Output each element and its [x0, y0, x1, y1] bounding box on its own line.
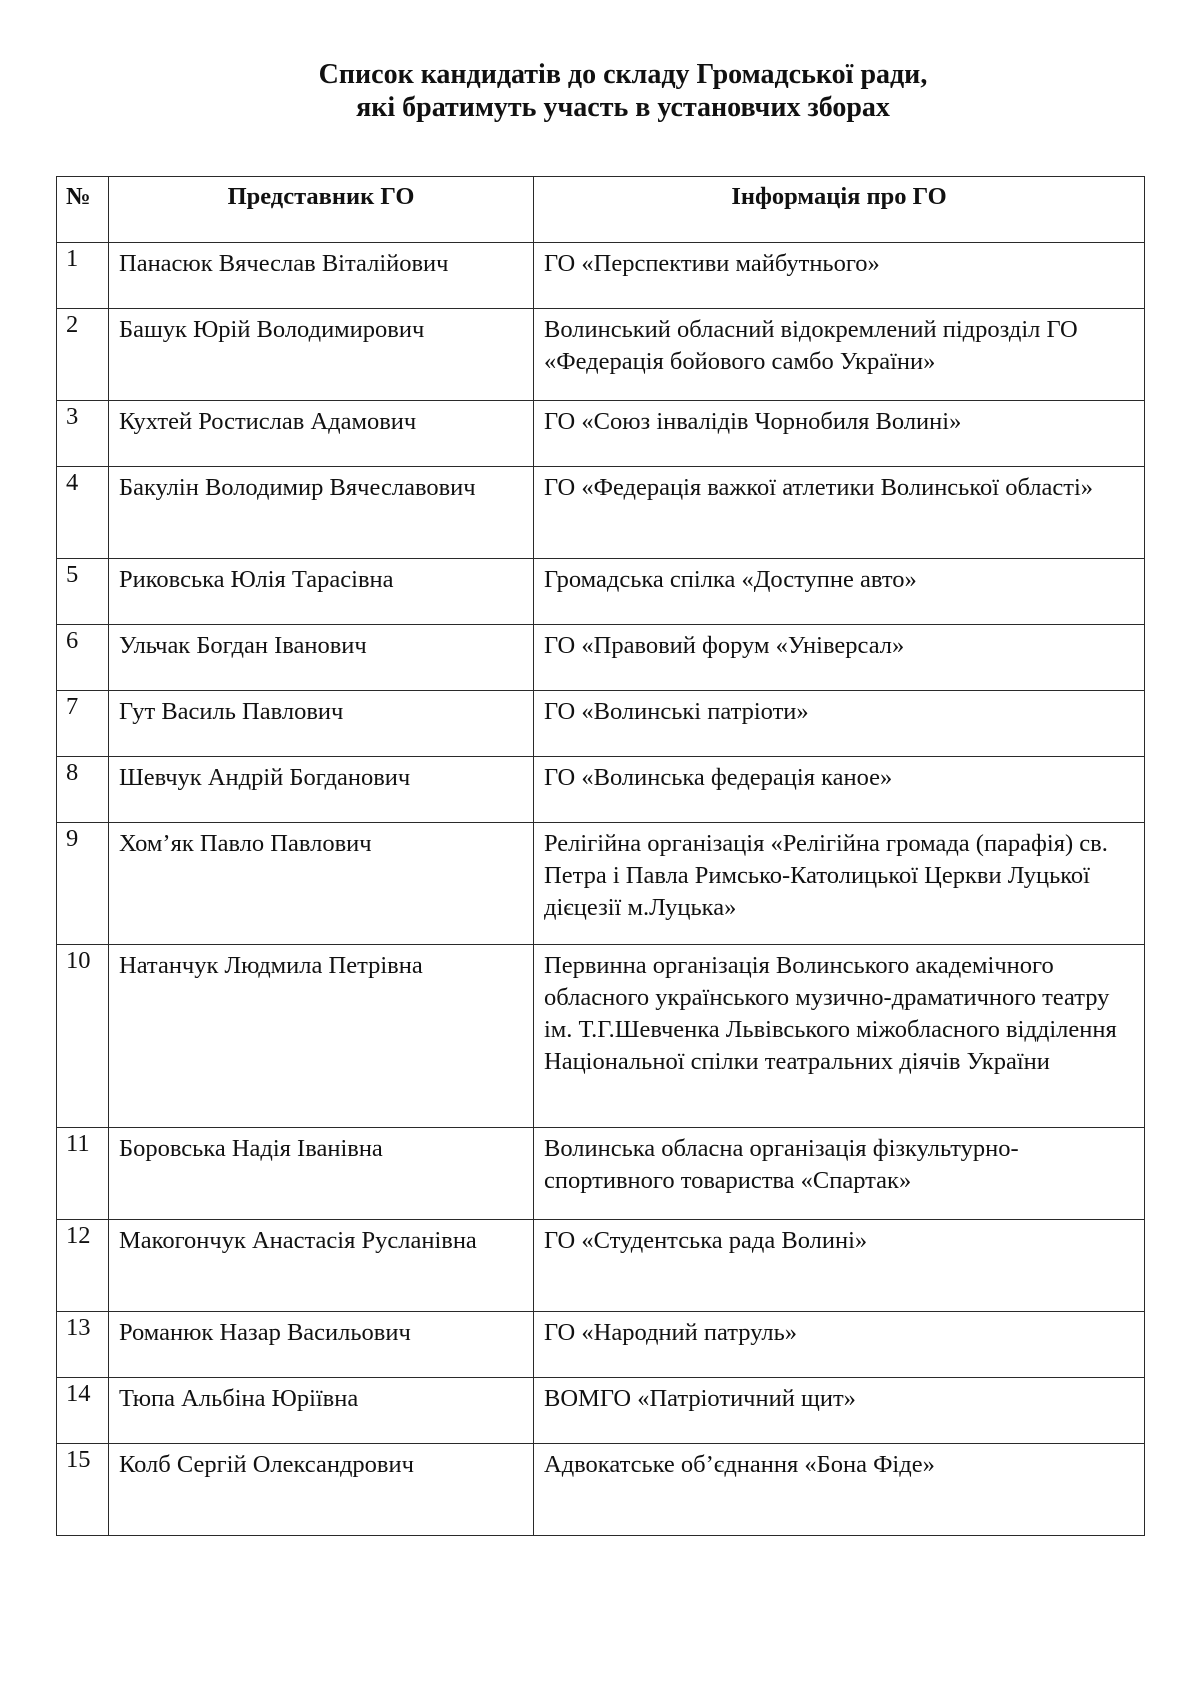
organization-info: ГО «Волинські патріоти»: [534, 691, 1145, 757]
table-row: [57, 309, 1145, 401]
organization-info: Адвокатське об’єднання «Бона Фіде»: [534, 1444, 1145, 1536]
table-row: [57, 401, 1145, 467]
representative-name: Тюпа Альбіна Юріївна: [109, 1378, 534, 1444]
representative-name: Башук Юрій Володимирович: [109, 309, 534, 401]
title-line-1: Список кандидатів до складу Громадської ради,: [318, 59, 928, 90]
representative-name: Колб Сергій Олександрович: [109, 1444, 534, 1536]
table-row: [57, 1378, 1145, 1444]
document-title: [0, 58, 1200, 124]
row-number: 10: [57, 945, 109, 1128]
row-number: 9: [57, 823, 109, 945]
row-number: 13: [57, 1312, 109, 1378]
row-number: 5: [57, 559, 109, 625]
organization-info: ГО «Студентська рада Волині»: [534, 1220, 1145, 1312]
row-number: 3: [57, 401, 109, 467]
organization-info: ГО «Волинська федерація каное»: [534, 757, 1145, 823]
organization-info: ГО «Федерація важкої атлетики Волинської області»: [534, 467, 1145, 559]
organization-info: ГО «Правовий форум «Універсал»: [534, 625, 1145, 691]
representative-name: Ульчак Богдан Іванович: [109, 625, 534, 691]
candidates-table: [56, 176, 1145, 1536]
representative-name: Панасюк Вячеслав Віталійович: [109, 243, 534, 309]
organization-info: Релігійна організація «Релігійна громада (парафія) св. Петра і Павла Римсько-Католицької Церкви Луцької дієцезії м.Луцька»: [534, 823, 1145, 945]
organization-info: ГО «Перспективи майбутнього»: [534, 243, 1145, 309]
row-number: 12: [57, 1220, 109, 1312]
row-number: 6: [57, 625, 109, 691]
row-number: 4: [57, 467, 109, 559]
table-row: [57, 559, 1145, 625]
row-number: 7: [57, 691, 109, 757]
row-number: 15: [57, 1444, 109, 1536]
organization-info: ВОМГО «Патріотичний щит»: [534, 1378, 1145, 1444]
representative-name: Боровська Надія Іванівна: [109, 1128, 534, 1220]
organization-info: Громадська спілка «Доступне авто»: [534, 559, 1145, 625]
representative-name: Романюк Назар Васильович: [109, 1312, 534, 1378]
representative-name: Хом’як Павло Павлович: [109, 823, 534, 945]
table-row: [57, 1220, 1145, 1312]
table-row: [57, 625, 1145, 691]
header-number: №: [57, 177, 109, 243]
representative-name: Риковська Юлія Тарасівна: [109, 559, 534, 625]
table-row: [57, 1444, 1145, 1536]
table-row: [57, 757, 1145, 823]
table-row: [57, 467, 1145, 559]
table-row: [57, 1312, 1145, 1378]
organization-info: ГО «Народний патруль»: [534, 1312, 1145, 1378]
title-line-2: які братимуть участь в установчих зборах: [356, 92, 890, 123]
organization-info: Волинська обласна організація фізкультурно-спортивного товариства «Спартак»: [534, 1128, 1145, 1220]
row-number: 8: [57, 757, 109, 823]
representative-name: Бакулін Володимир Вячеславович: [109, 467, 534, 559]
table-row: [57, 945, 1145, 1128]
representative-name: Шевчук Андрій Богданович: [109, 757, 534, 823]
organization-info: Волинський обласний відокремлений підрозділ ГО «Федерація бойового самбо України»: [534, 309, 1145, 401]
representative-name: Кухтей Ростислав Адамович: [109, 401, 534, 467]
organization-info: ГО «Союз інвалідів Чорнобиля Волині»: [534, 401, 1145, 467]
table-row: [57, 243, 1145, 309]
row-number: 11: [57, 1128, 109, 1220]
header-info: Інформація про ГО: [534, 177, 1145, 243]
row-number: 1: [57, 243, 109, 309]
table-row: [57, 691, 1145, 757]
table-header-row: [57, 177, 1145, 243]
representative-name: Макогончук Анастасія Русланівна: [109, 1220, 534, 1312]
row-number: 14: [57, 1378, 109, 1444]
table-row: [57, 1128, 1145, 1220]
header-representative: Представник ГО: [109, 177, 534, 243]
representative-name: Натанчук Людмила Петрівна: [109, 945, 534, 1128]
organization-info: Первинна організація Волинського академічного обласного українського музично-драматичного театру ім. Т.Г.Шевченка Львівського міжобласного відділення Національної спілки театральних діячів України: [534, 945, 1145, 1128]
table-row: [57, 823, 1145, 945]
row-number: 2: [57, 309, 109, 401]
representative-name: Гут Василь Павлович: [109, 691, 534, 757]
